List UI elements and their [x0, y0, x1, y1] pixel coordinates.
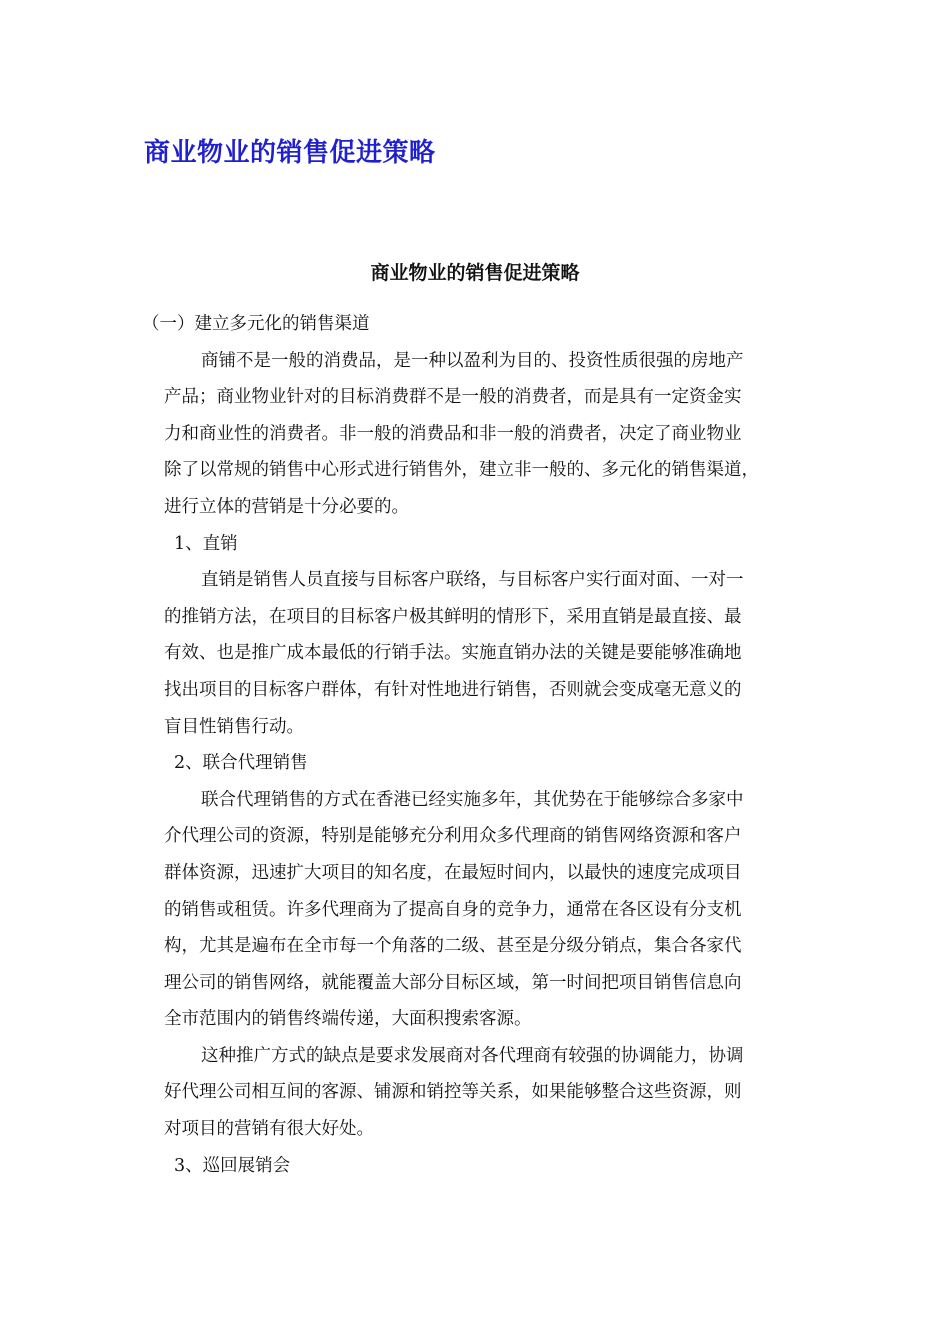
header-title: 商业物业的销售促进策略: [144, 138, 436, 168]
sub-heading: 1、直销: [174, 533, 238, 554]
paragraph-line: 理公司的销售网络，就能覆盖大部分目标区域，第一时间把项目销售信息向: [164, 972, 742, 993]
sub-heading: 3、巡回展销会: [174, 1155, 291, 1176]
paragraph-line: 这种推广方式的缺点是要求发展商对各代理商有较强的协调能力，协调: [201, 1045, 744, 1066]
document-body: [142, 306, 804, 1184]
paragraph-line: 除了以常规的销售中心形式进行销售外，建立非一般的、多元化的销售渠道，: [164, 460, 759, 481]
paragraph-line: 进行立体的营销是十分必要的。: [164, 496, 409, 517]
paragraph-line: 产品；商业物业针对的目标消费群不是一般的消费者，而是具有一定资金实: [164, 387, 742, 408]
paragraph-line: 盲目性销售行动。: [164, 716, 304, 737]
paragraph-line: 群体资源，迅速扩大项目的知名度，在最短时间内，以最快的速度完成项目: [164, 862, 742, 883]
paragraph-line: 联合代理销售的方式在香港已经实施多年，其优势在于能够综合多家中: [201, 789, 744, 810]
section-heading: （一）建立多元化的销售渠道: [142, 314, 370, 334]
paragraph-line: 商铺不是一般的消费品，是一种以盈利为目的、投资性质很强的房地产: [201, 350, 744, 371]
paragraph-line: 介代理公司的资源，特别是能够充分利用众多代理商的销售网络资源和客户: [164, 826, 742, 847]
paragraph-line: 的销售或租赁。许多代理商为了提高自身的竞争力，通常在各区设有分支机: [164, 899, 742, 920]
paragraph-line: 对项目的营销有很大好处。: [164, 1119, 374, 1140]
paragraph-line: 全市范围内的销售终端传递，大面积搜索客源。: [164, 1009, 532, 1030]
paragraph-line: 的推销方法，在项目的目标客户极其鲜明的情形下，采用直销是最直接、最: [164, 606, 742, 627]
sub-heading: 2、联合代理销售: [174, 753, 308, 774]
paragraph-line: 有效、也是推广成本最低的行销手法。实施直销办法的关键是要能够准确地: [164, 643, 742, 664]
paragraph-line: 找出项目的目标客户群体，有针对性地进行销售，否则就会变成毫无意义的: [164, 679, 742, 700]
paragraph-line: 构，尤其是遍布在全市每一个角落的二级、甚至是分级分销点，集合各家代: [164, 936, 742, 957]
paragraph-line: 好代理公司相互间的客源、铺源和销控等关系，如果能够整合这些资源，则: [164, 1082, 742, 1103]
document-title: 商业物业的销售促进策略: [370, 262, 580, 284]
paragraph-line: 直销是销售人员直接与目标客户联络，与目标客户实行面对面、一对一: [201, 570, 744, 591]
paragraph-line: 力和商业性的消费者。非一般的消费品和非一般的消费者，决定了商业物业: [164, 423, 742, 444]
